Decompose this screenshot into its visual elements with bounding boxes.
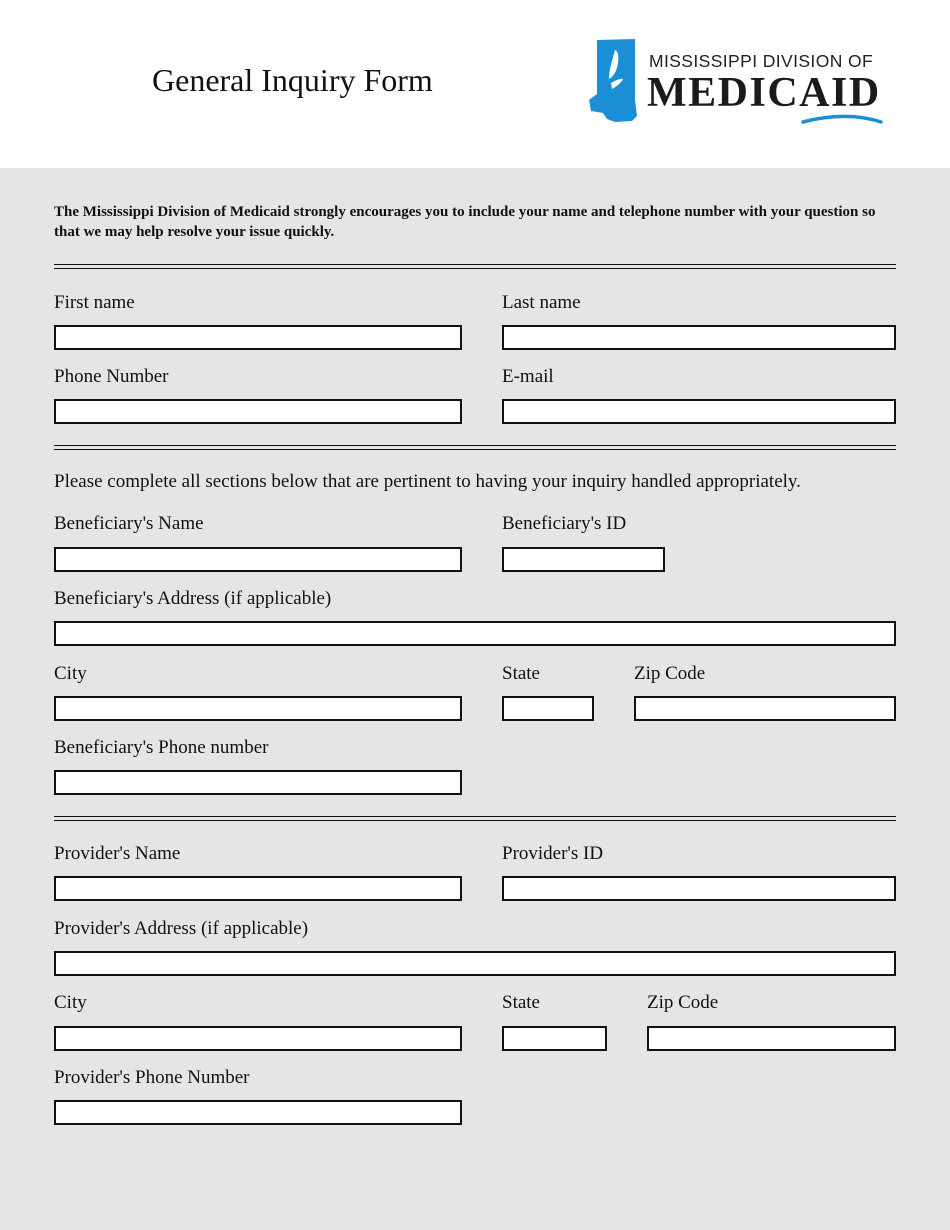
- beneficiary-zip-label: Zip Code: [634, 663, 706, 684]
- provider-name-input[interactable]: [54, 876, 462, 901]
- beneficiary-state-input[interactable]: [502, 696, 594, 721]
- beneficiary-name-label: Beneficiary's Name: [54, 513, 204, 534]
- beneficiary-phone-input[interactable]: [54, 770, 462, 795]
- page-header: [0, 0, 950, 168]
- page-title: General Inquiry Form: [152, 62, 433, 98]
- form-body: [0, 168, 950, 1230]
- first-name-label: First name: [54, 292, 135, 313]
- beneficiary-city-input[interactable]: [54, 696, 462, 721]
- provider-city-label: City: [54, 992, 87, 1013]
- logo-text-small: MISSISSIPPI DIVISION OF: [649, 51, 874, 71]
- beneficiary-city-label: City: [54, 663, 87, 684]
- email-input[interactable]: [502, 399, 896, 424]
- provider-city-input[interactable]: [54, 1026, 462, 1051]
- provider-state-input[interactable]: [502, 1026, 607, 1051]
- provider-address-label: Provider's Address (if applicable): [54, 918, 309, 939]
- beneficiary-zip-input[interactable]: [634, 696, 896, 721]
- email-label: E-mail: [502, 366, 554, 387]
- beneficiary-state-label: State: [502, 663, 540, 684]
- provider-phone-label: Provider's Phone Number: [54, 1067, 250, 1088]
- intro-text: The Mississippi Division of Medicaid strongly encourages you to include your name and telephone number with your question so that we may help resolve your issue quickly.: [54, 204, 876, 240]
- logo-text-big: MEDICAID: [647, 70, 881, 116]
- phone-input[interactable]: [54, 399, 462, 424]
- beneficiary-address-label: Beneficiary's Address (if applicable): [54, 588, 332, 609]
- last-name-input[interactable]: [502, 325, 896, 350]
- provider-address-input[interactable]: [54, 951, 896, 976]
- provider-zip-input[interactable]: [647, 1026, 896, 1051]
- provider-zip-label: Zip Code: [647, 992, 719, 1013]
- phone-label: Phone Number: [54, 366, 169, 387]
- beneficiary-id-input[interactable]: [502, 547, 665, 572]
- provider-name-label: Provider's Name: [54, 843, 181, 864]
- beneficiary-address-input[interactable]: [54, 621, 896, 646]
- beneficiary-phone-label: Beneficiary's Phone number: [54, 737, 269, 758]
- instructions-text: Please complete all sections below that are pertinent to having your inquiry handled appropriately.: [54, 471, 801, 492]
- first-name-input[interactable]: [54, 325, 462, 350]
- provider-state-label: State: [502, 992, 540, 1013]
- medicaid-logo: [585, 36, 885, 131]
- section-divider: [54, 816, 896, 821]
- last-name-label: Last name: [502, 292, 581, 313]
- provider-id-input[interactable]: [502, 876, 896, 901]
- provider-phone-input[interactable]: [54, 1100, 462, 1125]
- beneficiary-id-label: Beneficiary's ID: [502, 513, 627, 534]
- section-divider: [54, 264, 896, 269]
- section-divider: [54, 445, 896, 450]
- provider-id-label: Provider's ID: [502, 843, 604, 864]
- beneficiary-name-input[interactable]: [54, 547, 462, 572]
